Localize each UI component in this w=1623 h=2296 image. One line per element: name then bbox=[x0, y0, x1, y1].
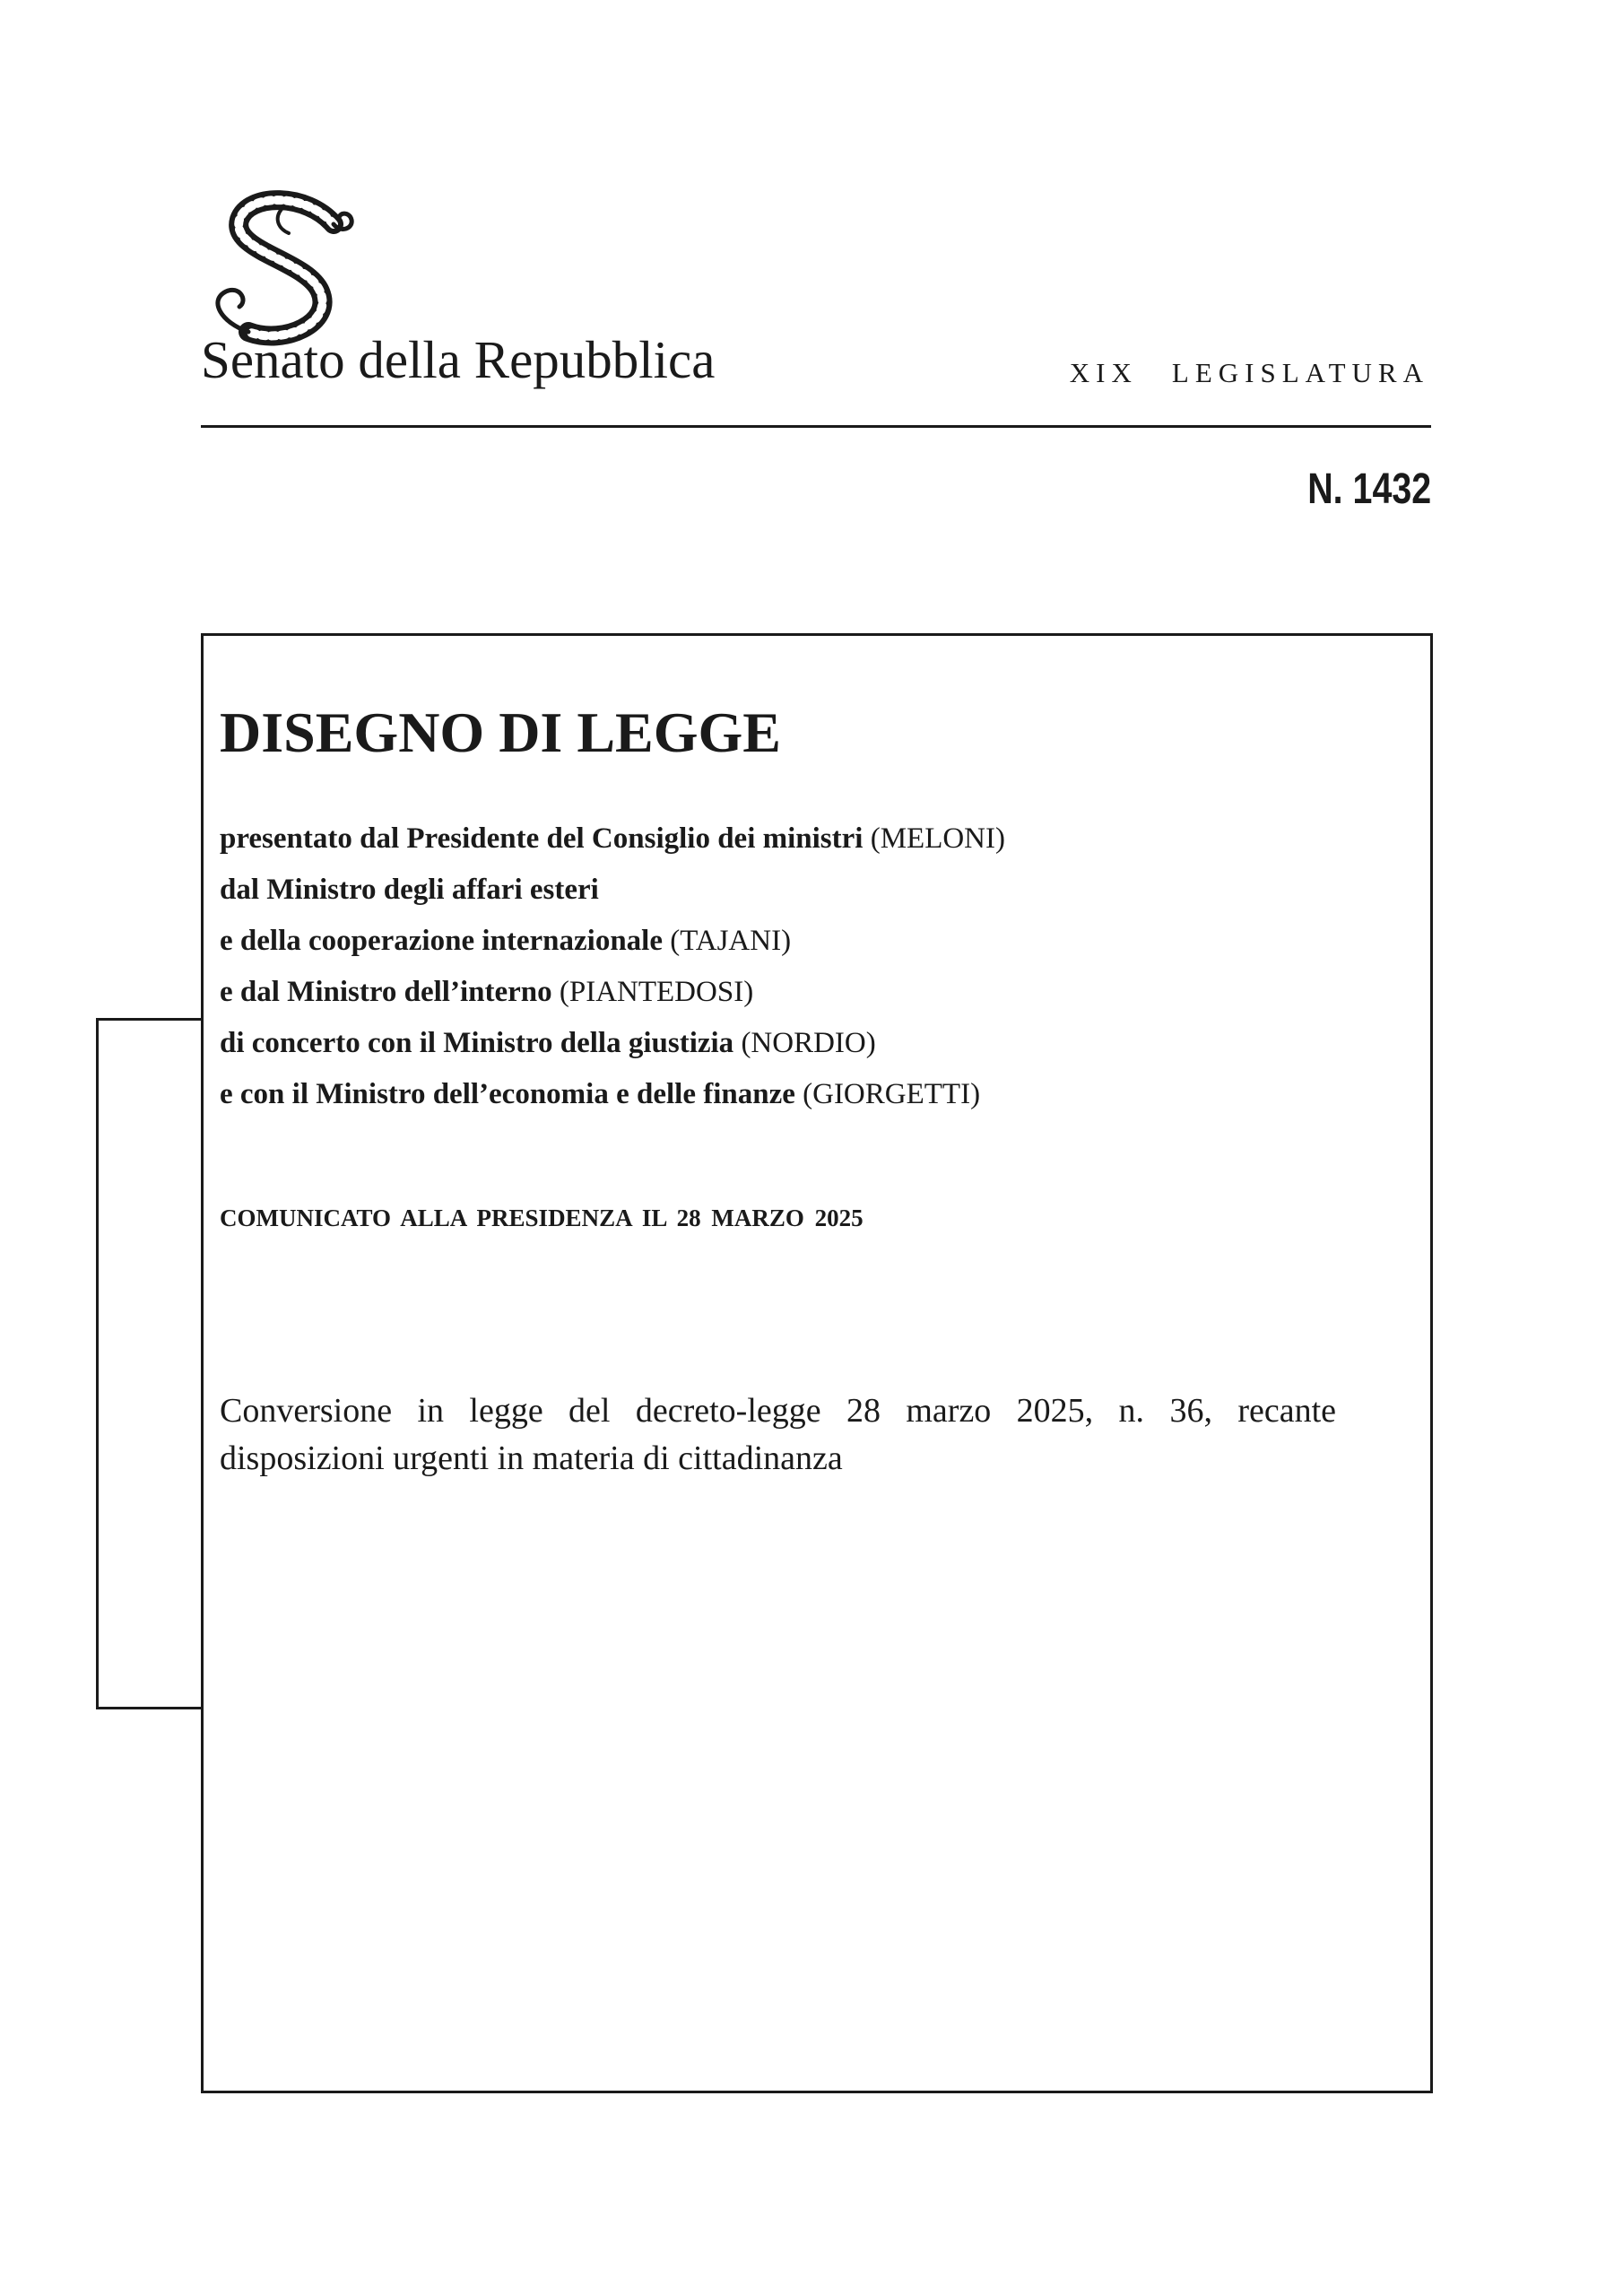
presenter-role: e dal Ministro dell’interno bbox=[220, 976, 552, 1008]
presenter-role: di concerto con il Ministro della giustizia bbox=[220, 1027, 734, 1059]
presenter-line bbox=[220, 1069, 1385, 1120]
presenter-name: (GIORGETTI) bbox=[803, 1078, 981, 1110]
presenter-role: presentato dal Presidente del Consiglio dei ministri bbox=[220, 822, 864, 855]
legislature-label bbox=[1070, 357, 1429, 389]
presenter-line bbox=[220, 865, 1385, 916]
presenter-name: (PIANTEDOSI) bbox=[559, 976, 754, 1008]
legislature-word: LEGISLATURA bbox=[1171, 357, 1429, 388]
presenter-role: e della cooperazione internazionale bbox=[220, 925, 663, 957]
bill-subject: Conversione in legge del decreto-legge 28 marzo 2025, n. 36, recante disposizioni urgenti in materia di cittadinanza bbox=[220, 1392, 1336, 1477]
presenter-name: (TAJANI) bbox=[670, 925, 792, 957]
document-type-title: DISEGNO DI LEGGE bbox=[220, 700, 781, 764]
header-divider bbox=[201, 425, 1431, 428]
presenters-list bbox=[220, 813, 1385, 1120]
document-number: N. 1432 bbox=[1307, 465, 1431, 513]
presenter-role: e con il Ministro dell’economia e delle finanze bbox=[220, 1078, 795, 1110]
communication-date: COMUNICATO ALLA PRESIDENZA IL 28 MARZO 2025 bbox=[220, 1205, 864, 1231]
side-bracket bbox=[96, 1018, 201, 1709]
senate-s-emblem-icon bbox=[199, 188, 369, 350]
cover-content bbox=[220, 700, 1385, 1483]
presenter-line bbox=[220, 967, 1385, 1018]
presenter-name: (NORDIO) bbox=[741, 1027, 876, 1059]
presenter-name: (MELONI) bbox=[870, 822, 1005, 855]
legislature-number: XIX bbox=[1069, 357, 1138, 388]
presenter-line bbox=[220, 916, 1385, 967]
institution-name: Senato della Repubblica bbox=[201, 330, 716, 389]
presenter-line bbox=[220, 813, 1385, 865]
presenter-line bbox=[220, 1018, 1385, 1069]
presenter-role: dal Ministro degli affari esteri bbox=[220, 874, 599, 906]
